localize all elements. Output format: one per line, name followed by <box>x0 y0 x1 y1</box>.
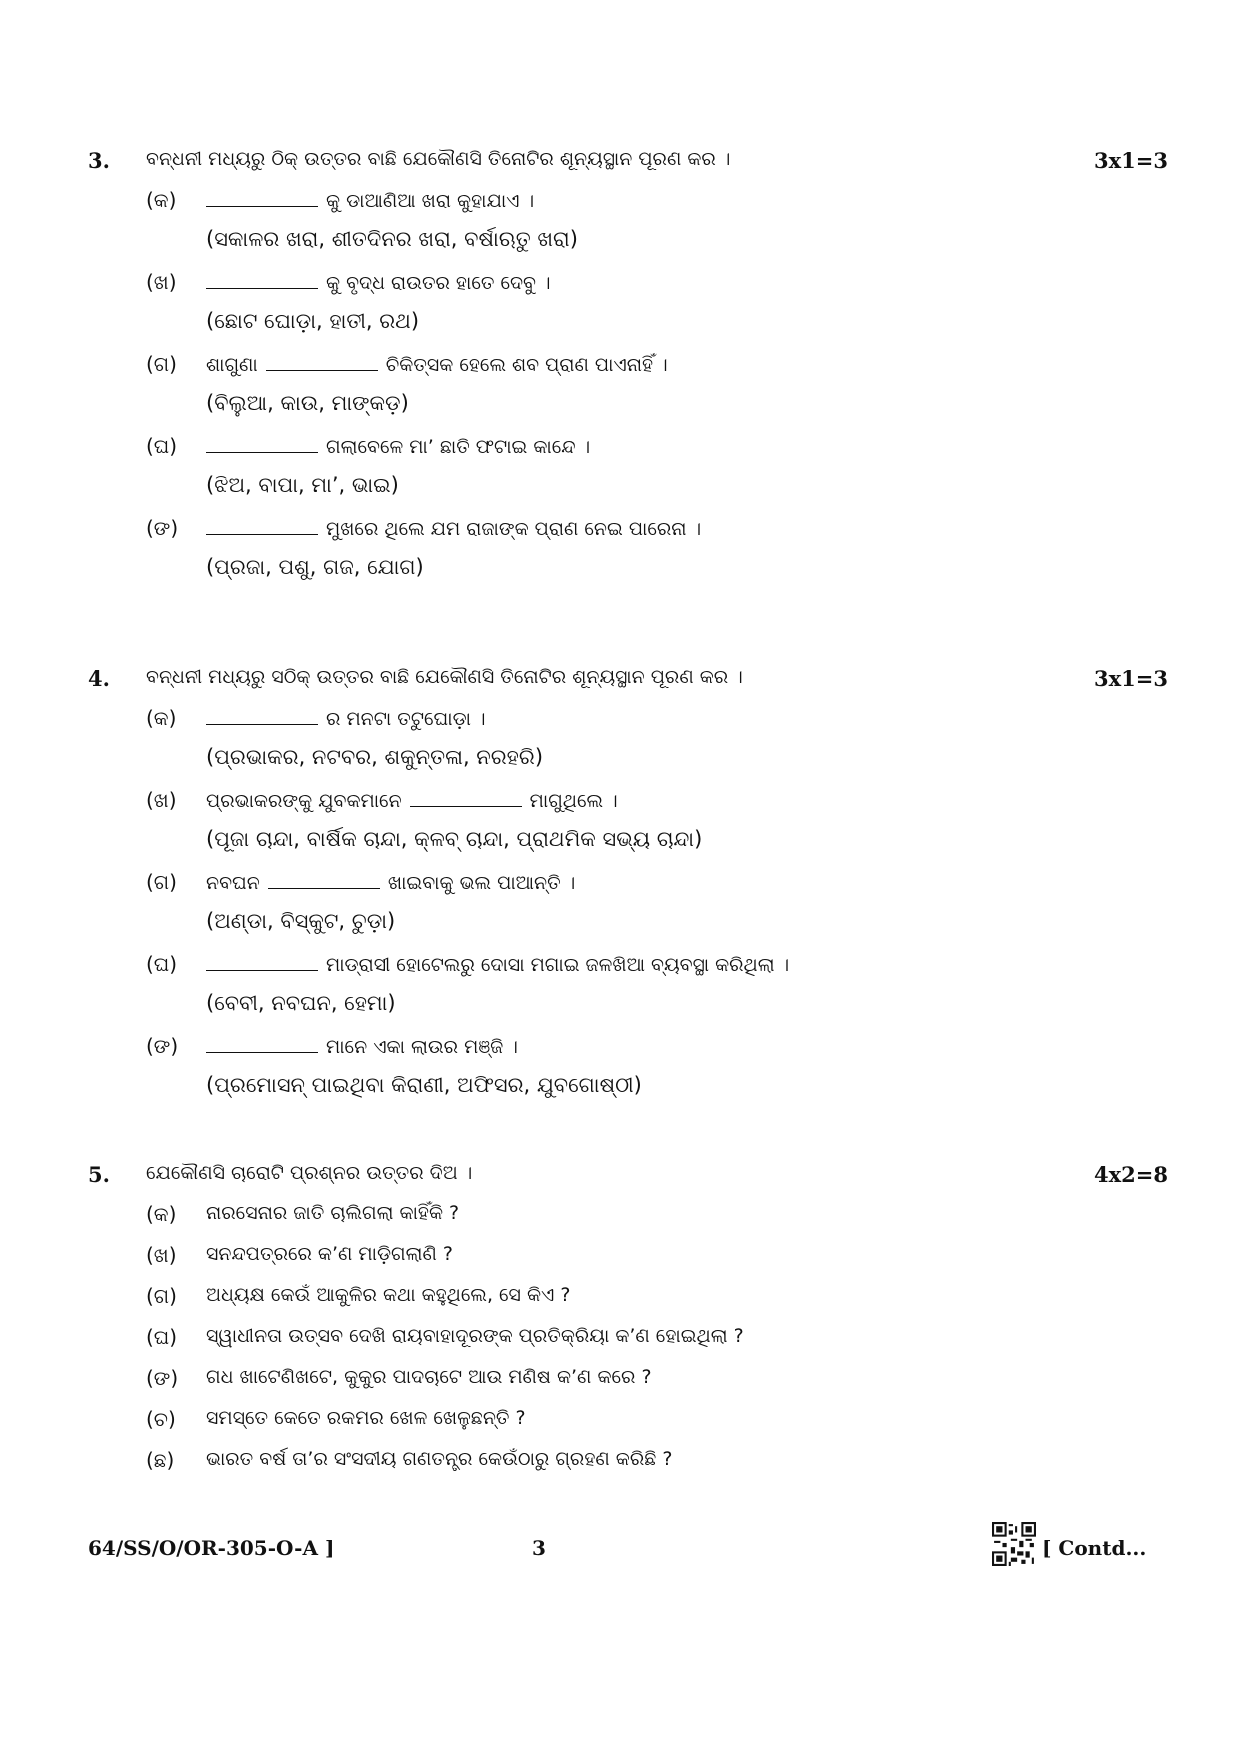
question-3 <box>88 146 1168 596</box>
item-text: ଗଲାବେଳେ ମା’ ଛାତି ଫଟାଇ କାନ୍ଦେ । <box>326 436 591 458</box>
question-instruction: ଯେକୌଣସି ଚାରୋଟି ପ୍ରଶ୍ନର ଉତ୍ତର ଦିଅ । <box>146 1162 473 1184</box>
item-text: ଗଧ ଖାଟେଣିଖଟେ, କୁକୁର ପାଦଚାଟେ ଆଉ ମଣିଷ କ’ଣ କରେ ? <box>206 1366 652 1388</box>
question-number: 3. <box>88 148 110 173</box>
item-text: ଚିକିତ୍ସକ ହେଲେ ଶବ ପ୍ରାଣ ପାଏନାହିଁ । <box>385 354 668 376</box>
blank-line <box>206 706 318 725</box>
item-label: (ଛ) <box>146 1448 175 1472</box>
item-text: ମାଡ୍ରାସୀ ହୋଟେଲରୁ ଦୋସା ମଗାଇ ଜଳଖିଆ ବ୍ୟବସ୍ଥା କରିଥିଲା । <box>326 954 790 976</box>
item-text-before: ଶାଗୁଣା <box>206 354 258 376</box>
item-text: ସମସ୍ତେ କେତେ ରକମର ଖେଳ ଖେଳୁଛନ୍ତି ? <box>206 1407 526 1429</box>
question-marks: 3x1=3 <box>1094 666 1168 691</box>
item-text: ମୁଖରେ ଥିଲେ ଯମ ରାଜାଙ୍କ ପ୍ରାଣ ନେଇ ପାରେନା । <box>326 518 702 540</box>
item-label: (ଗ) <box>146 352 177 376</box>
item-text: ଅଧ୍ୟକ୍ଷ କେଉଁ ଆକୁଳିର କଥା କହୁଥିଲେ, ସେ କିଏ ? <box>206 1284 571 1306</box>
fill-blank-item <box>146 350 1168 432</box>
item-label: (ଙ) <box>146 1034 179 1058</box>
fill-blank-item <box>146 704 1168 786</box>
item-options: (ଝିଅ, ବାପା, ମା’, ଭାଇ) <box>206 473 399 497</box>
item-label: (ଙ) <box>146 516 179 540</box>
page-number: 3 <box>532 1536 546 1560</box>
item-label: (ଗ) <box>146 1284 177 1308</box>
item-text-before: ପ୍ରଭାକରଙ୍କୁ ଯୁବକମାନେ <box>206 790 402 812</box>
item-label: (ଘ) <box>146 1325 178 1349</box>
item-text: ମାନେ ଏକା ଲାଉର ମଞ୍ଜି । <box>326 1036 518 1058</box>
question-marks: 3x1=3 <box>1094 148 1168 173</box>
blank-line <box>206 1034 318 1053</box>
fill-blank-item <box>146 868 1168 950</box>
item-text: ନାରସେନାର ଜାତି ଚାଲିଗଲା କାହିଁକି ? <box>206 1202 460 1224</box>
short-question-item <box>146 1241 1168 1282</box>
item-text: ଖାଇବାକୁ ଭଲ ପାଆନ୍ତି । <box>387 872 576 894</box>
question-instruction: ବନ୍ଧନୀ ମଧ୍ୟରୁ ଠିକ୍ ଉତ୍ତର ବାଛି ଯେକୌଣସି ତିନୋଟିର ଶୂନ୍ୟସ୍ଥାନ ପୂରଣ କର । <box>146 148 731 170</box>
short-question-item <box>146 1364 1168 1405</box>
short-question-item <box>146 1282 1168 1323</box>
item-text: ଭାରତ ବର୍ଷ ତା’ର ସଂସଦୀୟ ଗଣତନ୍ତ୍ର କେଉଁଠାରୁ ଗ୍ରହଣ କରିଛି ? <box>206 1448 673 1470</box>
item-text: ମାଗୁଥିଲେ । <box>529 790 618 812</box>
question-marks: 4x2=8 <box>1094 1162 1168 1187</box>
fill-blank-item <box>146 1032 1168 1114</box>
item-text: ର ମନଟା ତଟୁଘୋଡ଼ା । <box>326 708 486 730</box>
blank-line <box>206 270 318 289</box>
blank-line <box>206 434 318 453</box>
blank-line <box>410 788 522 807</box>
blank-line <box>268 870 380 889</box>
item-label: (ଖ) <box>146 788 177 812</box>
item-label: (ଖ) <box>146 1243 177 1267</box>
fill-blank-item <box>146 786 1168 868</box>
item-label: (ଘ) <box>146 434 178 458</box>
question-4 <box>88 664 1168 1114</box>
blank-line <box>206 188 318 207</box>
blank-line <box>266 352 378 371</box>
item-label: (ଙ) <box>146 1366 179 1390</box>
item-options: (ଛୋଟ ଘୋଡ଼ା, ହାତୀ, ରଥ) <box>206 309 420 333</box>
item-label: (କ) <box>146 706 177 730</box>
short-question-item <box>146 1323 1168 1364</box>
item-text: ସ୍ୱାଧୀନତା ଉତ୍ସବ ଦେଖି ରାୟବାହାଦୂରଙ୍କ ପ୍ରତିକ୍ରିୟା କ’ଣ ହୋଇଥିଲା ? <box>206 1325 744 1347</box>
fill-blank-item <box>146 268 1168 350</box>
item-options: (ପ୍ରଭାକର, ନଟବର, ଶକୁନ୍ତଳା, ନରହରି) <box>206 745 544 769</box>
blank-line <box>206 952 318 971</box>
short-question-item <box>146 1405 1168 1446</box>
item-text: କୁ ଡାଆଣିଆ ଖରା କୁହାଯାଏ । <box>326 190 535 212</box>
item-label: (ଖ) <box>146 270 177 294</box>
item-options: (ପୂଜା ଚାନ୍ଦା, ବାର୍ଷିକ ଚାନ୍ଦା, କ୍ଳବ୍ ଚାନ୍ଦା, ପ୍ରାଥମିକ ସଭ୍ୟ ଚାନ୍ଦା) <box>206 827 703 851</box>
continued-label: [ Contd... <box>1042 1536 1147 1560</box>
blank-line <box>206 516 318 535</box>
question-number: 5. <box>88 1162 110 1187</box>
paper-code: 64/SS/O/OR-305-O-A ] <box>88 1536 335 1560</box>
item-options: (ବିଲୁଆ, କାଉ, ମାଙ୍କଡ଼) <box>206 391 409 415</box>
fill-blank-item <box>146 186 1168 268</box>
item-label: (ଚ) <box>146 1407 176 1431</box>
fill-blank-item <box>146 514 1168 596</box>
item-options: (ପ୍ରମୋସନ୍ ପାଇଥିବା କିରାଣୀ, ଅଫିସର, ଯୁବଗୋଷ୍ଠୀ) <box>206 1073 642 1097</box>
item-options: (ଅଣ୍ଡା, ବିସ୍କୁଟ, ଚୁଡ଼ା) <box>206 909 396 933</box>
item-text: ସନନ୍ଦପତ୍ରରେ କ’ଣ ମାଡ଼ିଗଲାଣି ? <box>206 1243 453 1265</box>
question-5 <box>88 1160 1168 1487</box>
item-label: (କ) <box>146 1202 177 1226</box>
item-label: (ଘ) <box>146 952 178 976</box>
question-number: 4. <box>88 666 110 691</box>
fill-blank-item <box>146 950 1168 1032</box>
item-options: (ପ୍ରଜା, ପଶୁ, ଗଜ, ଯୋଗ) <box>206 555 424 579</box>
item-label: (ଗ) <box>146 870 177 894</box>
item-text: କୁ ବୃଦ୍ଧ ରାଉତର ହାତେ ଦେବୁ । <box>326 272 551 294</box>
item-options: (ସକାଳର ଖରା, ଶୀତଦିନର ଖରା, ବର୍ଷାଋତୁ ଖରା) <box>206 227 578 251</box>
question-instruction: ବନ୍ଧନୀ ମଧ୍ୟରୁ ସଠିକ୍ ଉତ୍ତର ବାଛି ଯେକୌଣସି ତିନୋଟିର ଶୂନ୍ୟସ୍ଥାନ ପୂରଣ କର । <box>146 666 743 688</box>
item-text-before: ନବଘନ <box>206 872 260 894</box>
short-question-item <box>146 1446 1168 1487</box>
item-label: (କ) <box>146 188 177 212</box>
short-question-item <box>146 1200 1168 1241</box>
fill-blank-item <box>146 432 1168 514</box>
item-options: (ବେବୀ, ନବଘନ, ହେମା) <box>206 991 396 1015</box>
qr-code-icon <box>992 1522 1036 1566</box>
